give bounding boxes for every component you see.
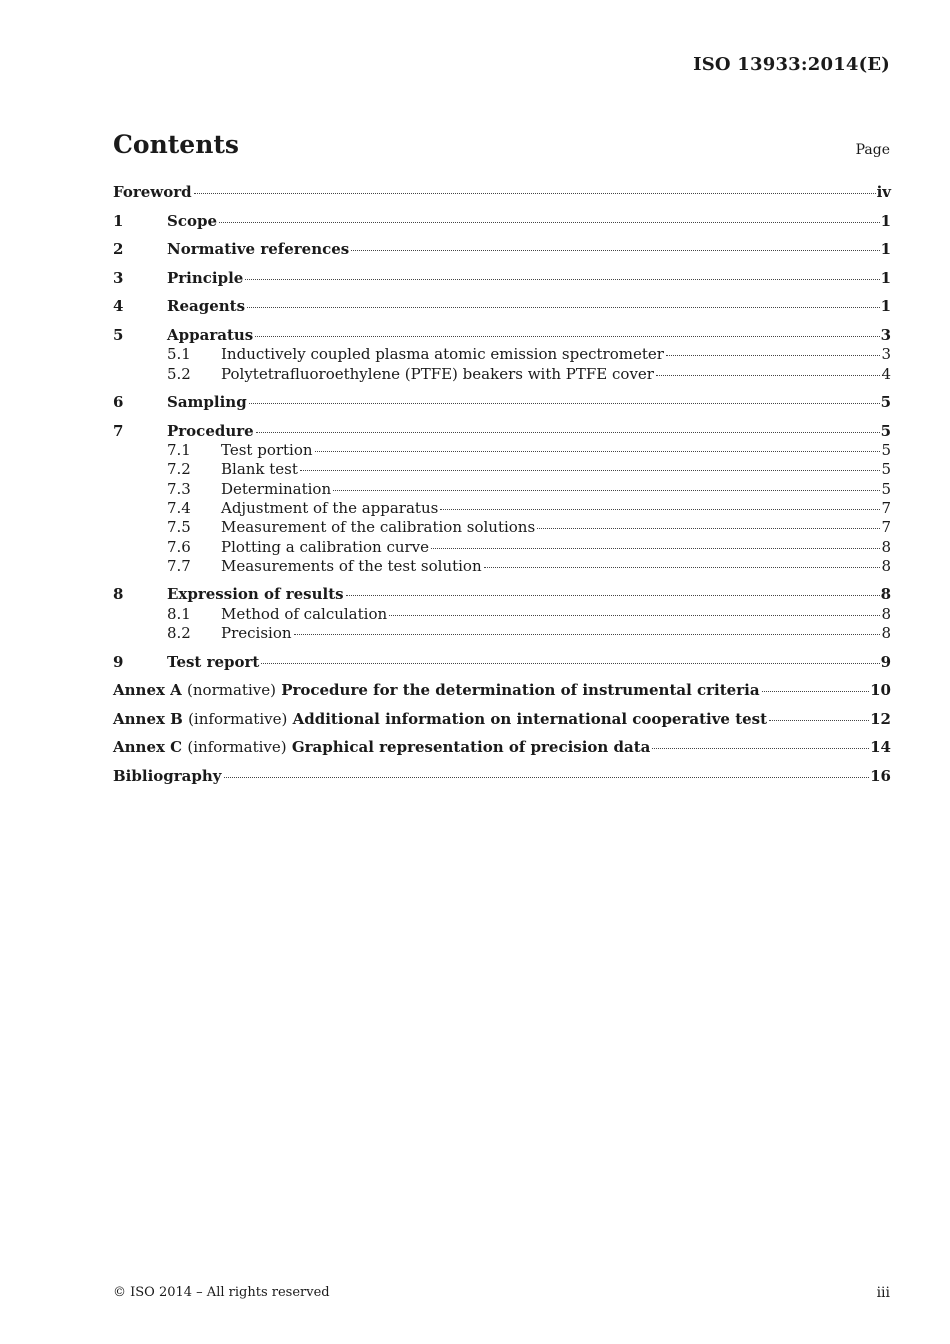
- toc-entry-page: 8: [881, 604, 891, 623]
- toc-entry-number: 7.6: [167, 537, 191, 556]
- document-identifier: ISO 13933:2014(E): [693, 54, 890, 75]
- toc-entry-page: iv: [876, 183, 891, 201]
- toc-entry-number: 5.1: [167, 345, 191, 364]
- toc-entry-page: 8: [881, 624, 891, 643]
- dot-leader: [255, 336, 879, 337]
- toc-entry-page: 5: [881, 479, 891, 498]
- toc-entry-page: 9: [880, 652, 891, 671]
- toc-entry-page: 1: [880, 240, 891, 259]
- annex-qualifier: (normative): [187, 681, 276, 700]
- dot-leader: [652, 748, 869, 749]
- toc-entry-label: Blank test: [221, 460, 298, 479]
- toc-entry-page: 1: [880, 268, 891, 287]
- toc-entry-number: 9: [113, 652, 124, 671]
- toc-entry-label: Reagents: [167, 297, 246, 316]
- toc-entry-label: [113, 681, 760, 700]
- toc-entry[interactable]: [113, 518, 891, 537]
- dot-leader: [537, 528, 880, 529]
- toc-entry-page: 3: [880, 325, 891, 344]
- toc-entry[interactable]: [113, 538, 891, 557]
- toc-entry[interactable]: [113, 441, 891, 460]
- toc-entry[interactable]: [113, 240, 891, 259]
- toc-entry[interactable]: [113, 605, 891, 624]
- toc-entry-number: 4: [113, 297, 124, 316]
- toc-entry-label: Method of calculation: [221, 604, 388, 623]
- toc-entry-page: 1: [880, 211, 891, 230]
- toc-entry-page: 5: [880, 393, 891, 412]
- dot-leader: [261, 663, 879, 664]
- dot-leader: [484, 567, 881, 568]
- footer-page-number: iii: [876, 1285, 890, 1301]
- toc-entry-number: 8.2: [167, 624, 191, 643]
- dot-leader: [656, 375, 880, 376]
- dot-leader: [351, 250, 879, 251]
- page-column-heading: Page: [855, 142, 890, 158]
- toc-entry-number: 7.2: [167, 460, 191, 479]
- toc-entry-page: 7: [881, 498, 891, 517]
- toc-entry-number: 7: [113, 421, 124, 440]
- toc-entry[interactable]: [113, 480, 891, 499]
- toc-entry-label: [113, 710, 767, 729]
- dot-leader: [333, 490, 880, 491]
- dot-leader: [300, 470, 881, 471]
- dot-leader: [247, 307, 880, 308]
- toc-entry-page: 1: [880, 297, 891, 316]
- toc-entry-page: 5: [881, 441, 891, 460]
- toc-entry-number: 8: [113, 585, 124, 604]
- toc-entry-number: 7.3: [167, 479, 191, 498]
- toc-entry-page: 3: [881, 345, 891, 364]
- annex-qualifier: (informative): [187, 738, 287, 757]
- toc-entry-page: 8: [880, 585, 891, 604]
- toc-entry-label: Foreword: [113, 183, 192, 201]
- toc-entry-number: 7.5: [167, 518, 191, 537]
- dot-leader: [194, 193, 876, 194]
- toc-entry-label: Expression of results: [167, 585, 344, 604]
- dot-leader: [315, 451, 881, 452]
- toc-entry[interactable]: [113, 365, 891, 384]
- toc-entry-label: Sampling: [167, 393, 247, 412]
- copyright-notice: © ISO 2014 – All rights reserved: [113, 1285, 330, 1300]
- toc-entry-label: Test portion: [221, 441, 313, 460]
- toc-entry-page: 5: [880, 421, 891, 440]
- dot-leader: [249, 403, 880, 404]
- toc-entry-number: 7.4: [167, 498, 191, 517]
- toc-entry-label: [113, 738, 650, 757]
- toc-entry-page: 8: [881, 537, 891, 556]
- toc-entry[interactable]: [113, 585, 891, 604]
- dot-leader: [666, 355, 881, 356]
- toc-entry-number: 6: [113, 393, 124, 412]
- toc-entry-label: Test report: [167, 652, 260, 671]
- annex-label: Annex A: [113, 681, 182, 700]
- toc-entry-page: 4: [881, 364, 891, 383]
- dot-leader: [256, 432, 880, 433]
- toc-entry-label: Normative references: [167, 240, 350, 259]
- annex-title: Procedure for the determination of instrumental criteria: [281, 681, 760, 700]
- toc-entry-label: Polytetrafluoroethylene (PTFE) beakers with PTFE cover: [221, 364, 654, 383]
- toc-entry[interactable]: [113, 624, 891, 643]
- dot-leader: [431, 548, 880, 549]
- toc-entry-number: 5.2: [167, 364, 191, 383]
- toc-entry[interactable]: [113, 557, 891, 576]
- annex-qualifier: (informative): [188, 709, 288, 728]
- toc-entry[interactable]: [113, 422, 891, 441]
- toc-entry-page: 14: [870, 738, 891, 757]
- dot-leader: [769, 720, 869, 721]
- toc-entry-page: 16: [870, 766, 891, 785]
- toc-entry-number: 2: [113, 240, 124, 259]
- toc-entry[interactable]: [113, 183, 891, 202]
- toc-entry-label: Scope: [167, 211, 218, 230]
- toc-entry[interactable]: [113, 297, 891, 316]
- toc-entry-page: 5: [881, 460, 891, 479]
- toc-entry-number: 3: [113, 268, 124, 287]
- toc-entry[interactable]: [113, 653, 891, 672]
- dot-leader: [346, 595, 880, 596]
- toc-entry-label: Bibliography: [113, 766, 222, 785]
- dot-leader: [219, 222, 880, 223]
- toc-entry-label: Principle: [167, 268, 244, 287]
- toc-entry-label: Adjustment of the apparatus: [221, 498, 439, 517]
- toc-entry-number: 5: [113, 325, 124, 344]
- toc-entry-label: Determination: [221, 479, 332, 498]
- contents-title: Contents: [113, 130, 240, 159]
- annex-label: Annex B: [113, 709, 183, 728]
- dot-leader: [440, 509, 880, 510]
- toc-entry-label: Inductively coupled plasma atomic emission spectrometer: [221, 345, 664, 364]
- toc-entry-label: Apparatus: [167, 325, 254, 344]
- toc-entry[interactable]: [113, 326, 891, 345]
- toc-entry-number: 7.1: [167, 441, 191, 460]
- toc-entry[interactable]: [113, 212, 891, 231]
- toc-entry-number: 8.1: [167, 604, 191, 623]
- toc-entry-number: 1: [113, 211, 124, 230]
- toc-entry[interactable]: [113, 767, 891, 786]
- toc-entry-label: Plotting a calibration curve: [221, 537, 430, 556]
- annex-title: Additional information on international cooperative test: [292, 709, 768, 728]
- toc-entry[interactable]: [113, 269, 891, 288]
- table-of-contents: [113, 183, 891, 786]
- dot-leader: [224, 777, 870, 778]
- toc-entry[interactable]: [113, 345, 891, 364]
- annex-label: Annex C: [113, 738, 183, 757]
- toc-entry[interactable]: [113, 681, 891, 700]
- toc-entry[interactable]: [113, 710, 891, 729]
- dot-leader: [245, 279, 879, 280]
- toc-entry-label: Measurements of the test solution: [221, 556, 482, 575]
- toc-entry[interactable]: [113, 393, 891, 412]
- dot-leader: [389, 615, 880, 616]
- toc-entry[interactable]: [113, 738, 891, 757]
- annex-title: Graphical representation of precision data: [291, 738, 651, 757]
- toc-entry-label: Precision: [221, 624, 292, 643]
- toc-entry-page: 10: [870, 681, 891, 700]
- toc-entry-label: Measurement of the calibration solutions: [221, 518, 536, 537]
- dot-leader: [294, 634, 881, 635]
- toc-entry-label: Procedure: [167, 421, 254, 440]
- toc-entry[interactable]: [113, 460, 891, 479]
- toc-entry[interactable]: [113, 499, 891, 518]
- toc-entry-number: 7.7: [167, 556, 191, 575]
- toc-entry-page: 8: [881, 556, 891, 575]
- toc-entry-page: 7: [881, 518, 891, 537]
- toc-entry-page: 12: [870, 709, 891, 728]
- dot-leader: [762, 691, 870, 692]
